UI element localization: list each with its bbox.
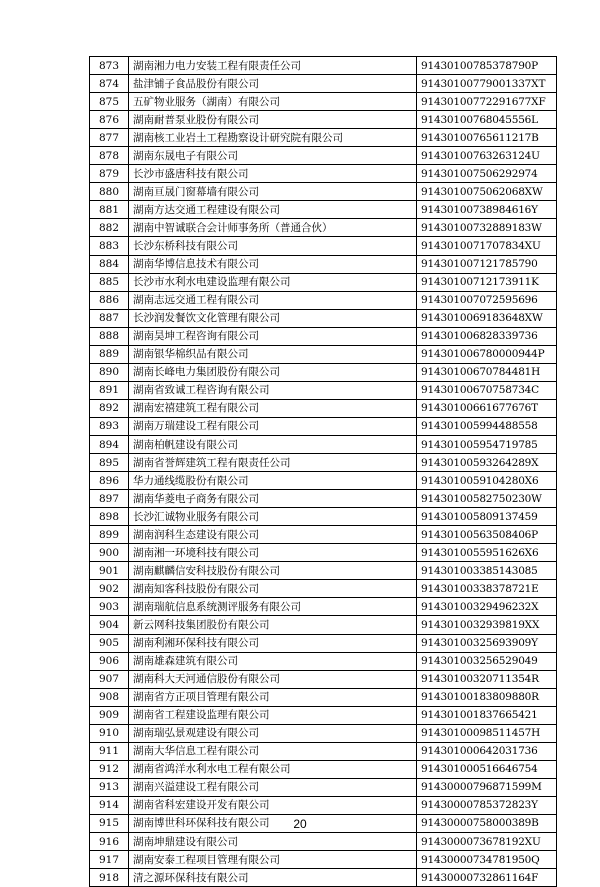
table-body [90, 57, 557, 887]
row-number: 880 [90, 183, 129, 201]
row-number: 874 [90, 75, 129, 93]
table-row [90, 454, 557, 472]
credit-code: 91430100661677676T [417, 399, 557, 417]
table-row [90, 688, 557, 706]
table-row [90, 616, 557, 634]
row-number: 899 [90, 526, 129, 544]
table-row [90, 544, 557, 562]
company-name: 湖南兴溢建设工程有限公司 [129, 778, 417, 796]
table-row [90, 706, 557, 724]
credit-code: 91430100772291677XF [417, 93, 557, 111]
credit-code: 914301001837665421 [417, 706, 557, 724]
company-name: 湖南省鸿洋水利水电工程有限公司 [129, 760, 417, 778]
credit-code: 914301006780000944P [417, 345, 557, 363]
table-row [90, 327, 557, 345]
row-number: 909 [90, 706, 129, 724]
table-row [90, 598, 557, 616]
table-row [90, 237, 557, 255]
row-number: 908 [90, 688, 129, 706]
company-name: 湖南麒麟信安科技股份有限公司 [129, 562, 417, 580]
table-row [90, 778, 557, 796]
table-row [90, 472, 557, 490]
table-row [90, 652, 557, 670]
table-row [90, 634, 557, 652]
credit-code: 91430100338378721E [417, 580, 557, 598]
table-row [90, 129, 557, 147]
company-name: 湖南核工业岩土工程勘察设计研究院有限公司 [129, 129, 417, 147]
company-name: 湖南大华信息工程有限公司 [129, 742, 417, 760]
credit-code: 91430100329496232X [417, 598, 557, 616]
table-row [90, 273, 557, 291]
table-row [90, 796, 557, 814]
row-number: 906 [90, 652, 129, 670]
table-row [90, 111, 557, 129]
company-name: 湖南润科生态建设有限公司 [129, 526, 417, 544]
row-number: 883 [90, 237, 129, 255]
credit-code: 914301007506292974 [417, 165, 557, 183]
table-row [90, 291, 557, 309]
row-number: 910 [90, 724, 129, 742]
company-name: 湖南银华棉织品有限公司 [129, 345, 417, 363]
credit-code: 9143000073678192XU [417, 833, 557, 851]
table-row [90, 381, 557, 399]
credit-code: 91430100320711354R [417, 670, 557, 688]
company-name: 湖南中智诚联合会计师事务所（普通合伙） [129, 219, 417, 237]
company-name: 湖南亘晟门窗幕墙有限公司 [129, 183, 417, 201]
company-name: 长沙润发餐饮文化管理有限公司 [129, 309, 417, 327]
company-name: 湖南万瑞建设工程有限公司 [129, 417, 417, 435]
credit-code: 91430100582750230W [417, 490, 557, 508]
credit-code: 914301003385143085 [417, 562, 557, 580]
company-name: 湖南华博信息技术有限公司 [129, 255, 417, 273]
credit-code: 91430000734781950Q [417, 851, 557, 869]
credit-code: 91430100768045556L [417, 111, 557, 129]
company-credit-code-table [89, 56, 557, 887]
company-name: 长沙东桥科技有限公司 [129, 237, 417, 255]
credit-code: 91430100593264289X [417, 454, 557, 472]
company-name: 长沙市盛唐科技有限公司 [129, 165, 417, 183]
credit-code: 9143010069183648XW [417, 309, 557, 327]
table-row [90, 508, 557, 526]
credit-code: 9143010032939819XX [417, 616, 557, 634]
company-name: 湖南坤鼎建设有限公司 [129, 833, 417, 851]
company-name: 华力通线缆股份有限公司 [129, 472, 417, 490]
table-row [90, 183, 557, 201]
table-row [90, 526, 557, 544]
company-name: 湖南省工程建设监理有限公司 [129, 706, 417, 724]
row-number: 905 [90, 634, 129, 652]
credit-code: 9143010059104280X6 [417, 472, 557, 490]
company-name: 湖南长峰电力集团股份有限公司 [129, 363, 417, 381]
row-number: 882 [90, 219, 129, 237]
row-number: 907 [90, 670, 129, 688]
table-row [90, 724, 557, 742]
row-number: 887 [90, 309, 129, 327]
row-number: 895 [90, 454, 129, 472]
company-name: 湖南东晟电子有限公司 [129, 147, 417, 165]
row-number: 897 [90, 490, 129, 508]
table-row [90, 165, 557, 183]
credit-code: 91430100765611217B [417, 129, 557, 147]
table-row [90, 869, 557, 887]
company-name: 湖南安泰工程项目管理有限公司 [129, 851, 417, 869]
table-row [90, 399, 557, 417]
credit-code: 91430100670784481H [417, 363, 557, 381]
table-row [90, 490, 557, 508]
row-number: 914 [90, 796, 129, 814]
credit-code: 914301005954719785 [417, 435, 557, 453]
table-row [90, 670, 557, 688]
company-name: 五矿物业服务（湖南）有限公司 [129, 93, 417, 111]
company-name: 湖南博世科环保科技有限公司 [129, 814, 417, 832]
credit-code: 914301003256529049 [417, 652, 557, 670]
credit-code: 91430100738984616Y [417, 201, 557, 219]
credit-code: 91430100763263124U [417, 147, 557, 165]
company-name: 湖南科大天河通信股份有限公司 [129, 670, 417, 688]
company-name: 湖南志远交通工程有限公司 [129, 291, 417, 309]
row-number: 884 [90, 255, 129, 273]
credit-code: 914301007072595696 [417, 291, 557, 309]
row-number: 873 [90, 57, 129, 75]
credit-code: 91430100670758734C [417, 381, 557, 399]
company-name: 清之源环保科技有限公司 [129, 869, 417, 887]
row-number: 918 [90, 869, 129, 887]
row-number: 896 [90, 472, 129, 490]
row-number: 890 [90, 363, 129, 381]
table-row [90, 201, 557, 219]
company-name: 湖南省科宏建设开发有限公司 [129, 796, 417, 814]
company-name: 湖南瑞弘景观建设有限公司 [129, 724, 417, 742]
row-number: 917 [90, 851, 129, 869]
company-name: 湖南省方正项目管理有限公司 [129, 688, 417, 706]
table-row [90, 345, 557, 363]
table-row [90, 760, 557, 778]
row-number: 881 [90, 201, 129, 219]
credit-code: 91430000732861164F [417, 869, 557, 887]
credit-code: 91430100325693909Y [417, 634, 557, 652]
credit-code: 914301006828339736 [417, 327, 557, 345]
company-name: 湖南华菱电子商务有限公司 [129, 490, 417, 508]
company-name: 湖南柏帆建设有限公司 [129, 435, 417, 453]
company-name: 湖南方达交通工程建设有限公司 [129, 201, 417, 219]
credit-code: 9143010075062068XW [417, 183, 557, 201]
credit-code: 91430100785378790P [417, 57, 557, 75]
credit-code: 91430100712173911K [417, 273, 557, 291]
company-name: 长沙汇诚物业服务有限公司 [129, 508, 417, 526]
row-number: 885 [90, 273, 129, 291]
table-row [90, 309, 557, 327]
table-row [90, 562, 557, 580]
row-number: 875 [90, 93, 129, 111]
row-number: 891 [90, 381, 129, 399]
credit-code: 914301007121785790 [417, 255, 557, 273]
row-number: 877 [90, 129, 129, 147]
table-row [90, 75, 557, 93]
company-name: 湖南湘一环境科技有限公司 [129, 544, 417, 562]
credit-code: 91430100183809880R [417, 688, 557, 706]
row-number: 900 [90, 544, 129, 562]
company-name: 湖南知客科技股份有限公司 [129, 580, 417, 598]
credit-code: 914301000516646754 [417, 760, 557, 778]
row-number: 904 [90, 616, 129, 634]
credit-code: 91430100098511457H [417, 724, 557, 742]
row-number: 915 [90, 814, 129, 832]
company-name: 湖南耐普泵业股份有限公司 [129, 111, 417, 129]
credit-code: 914301005994488558 [417, 417, 557, 435]
table-row [90, 435, 557, 453]
company-name: 湖南宏禧建筑工程有限公司 [129, 399, 417, 417]
row-number: 916 [90, 833, 129, 851]
table-row [90, 417, 557, 435]
table-row [90, 93, 557, 111]
credit-code: 91430000785372823Y [417, 796, 557, 814]
row-number: 902 [90, 580, 129, 598]
credit-code: 91430100779001337XT [417, 75, 557, 93]
company-name: 湖南省誉辉建筑工程有限责任公司 [129, 454, 417, 472]
company-name: 湖南瑞航信息系统测评服务有限公司 [129, 598, 417, 616]
row-number: 889 [90, 345, 129, 363]
row-number: 892 [90, 399, 129, 417]
row-number: 912 [90, 760, 129, 778]
row-number: 888 [90, 327, 129, 345]
credit-code: 91430100563508406P [417, 526, 557, 544]
table-row [90, 742, 557, 760]
credit-code: 9143010055951626X6 [417, 544, 557, 562]
company-name: 长沙市水利水电建设监理有限公司 [129, 273, 417, 291]
row-number: 879 [90, 165, 129, 183]
credit-code: 91430100732889183W [417, 219, 557, 237]
table-row [90, 147, 557, 165]
table-row [90, 851, 557, 869]
row-number: 878 [90, 147, 129, 165]
company-name: 湖南湘力电力安装工程有限责任公司 [129, 57, 417, 75]
row-number: 893 [90, 417, 129, 435]
company-name: 湖南利湘环保科技有限公司 [129, 634, 417, 652]
row-number: 903 [90, 598, 129, 616]
credit-code: 91430000796871599M [417, 778, 557, 796]
row-number: 913 [90, 778, 129, 796]
company-name: 新云网科技集团股份有限公司 [129, 616, 417, 634]
table-row [90, 580, 557, 598]
table-row [90, 57, 557, 75]
credit-code: 914301005809137459 [417, 508, 557, 526]
company-name: 湖南雄森建筑有限公司 [129, 652, 417, 670]
credit-code: 914301000642031736 [417, 742, 557, 760]
row-number: 911 [90, 742, 129, 760]
row-number: 876 [90, 111, 129, 129]
row-number: 886 [90, 291, 129, 309]
row-number: 901 [90, 562, 129, 580]
company-name: 湖南昊坤工程咨询有限公司 [129, 327, 417, 345]
table-row [90, 219, 557, 237]
page-number: 20 [293, 817, 307, 831]
table-row [90, 363, 557, 381]
credit-code: 91430000758000389B [417, 814, 557, 832]
row-number: 894 [90, 435, 129, 453]
company-name: 盐津铺子食品股份有限公司 [129, 75, 417, 93]
credit-code: 9143010071707834XU [417, 237, 557, 255]
company-name: 湖南省致诚工程咨询有限公司 [129, 381, 417, 399]
row-number: 898 [90, 508, 129, 526]
table-row [90, 255, 557, 273]
